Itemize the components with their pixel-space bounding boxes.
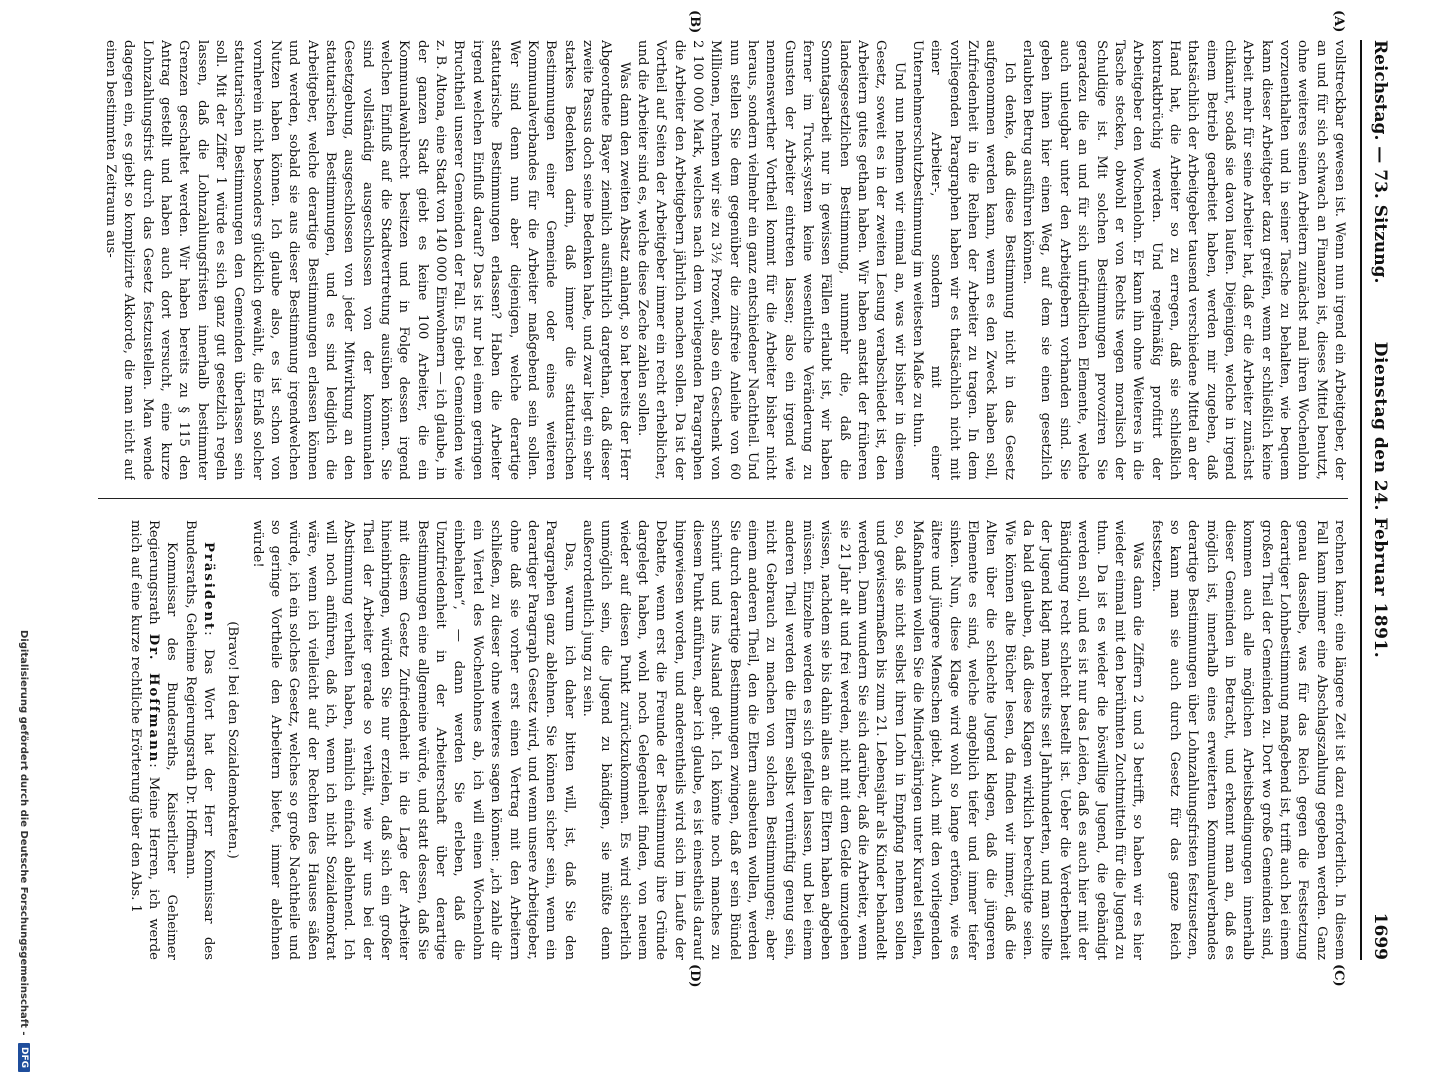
commissioner-statement [125,520,180,960]
right-paragraph: rechnen kann; eine längere Zeit ist dazu erforderlich. In diesem Fall kann immer eine Abschlagszahlung gegeben werden. Ganz genau dasselbe, was für das Reich gegen die Festsetzung derartiger Lohnbestimmung maßgebend ist, trifft auch bei einem großen Theil der Gemeinden zu. Dort wo große Gemeinden sind, kommen auch alle möglichen Arbeitsbedingungen innerhalb dieser Gemeinden in Betracht, und erkennt man an, daß es möglich ist, innerhalb eines erweiterten Kommunalverbandes derartige Bestimmungen über Lohnzahlungsfristen festzusetzen, so kann man sie auch durch Gesetz für das ganze Reich festsetzen. [1148,520,1347,960]
president-statement [180,520,217,960]
header-rule [1360,40,1362,960]
applause-note: (Bravo! bei den Sozialdemokraten.) [225,621,241,859]
margin-marker-a: (A) [1331,10,1346,33]
left-paragraph: Und nun nehmen wir einmal an, was wir bisher in diesem Gesetz, soweit es in der zweiten Lesung verabschiedet ist, den Arbeitern gutes gethan haben. Wir haben anstatt der früheren landesgesetzlichen Bestimmung, nunmehr die, daß die Sonntagsarbeit nur in gewissen Fällen erlaubt ist, wir haben ferner im Truck-system keine wesentliche Veränderung zu Gunsten der Arbeiter eintreten lassen; also ein irgend wie nennenswerther Vortheil kommt für die Arbeiter bisher nicht heraus, sondern vielmehr ein ganz entschiedener Nachtheil. Und nun stellen Sie dem gegenüber die zinsfreie Anleihe von 60 Millionen, rechnen wir sie zu 3½ Prozent, also ein Geschenk von 2 100 000 Mark, welches nach dem vorliegenden Paragraphen die Arbeiter den Arbeitgebern jährlich machen sollen. Da ist der Vortheil auf Seiten der Arbeitgeber immer ein recht erheblicher, und die Arbeiter sind es, welche diese Zeche zahlen sollen. [634,40,907,480]
header-session: Reichstag. — 73. Sitzung. [1370,40,1390,284]
right-paragraph: Was dann die Ziffern 2 und 3 betrifft, so haben wir es hier wieder einmal mit den berühmten Zuchtmitteln für die Jugend zu thun. Da ist es wieder die böswillige Jugend, die gebändigt werden soll, und es ist nur das Leiden, daß es auch hier mit der Bändigung recht schlecht bestellt ist. Ueber die Verderbenheit der Jugend klagt man bereits seit Jahrhunderten, und man sollte da bald glauben, daß diese Klagen wirklich berechtigte seien. Wie können alte Bücher lesen, da finden wir immer, daß die Alten über die schlechte Jugend klagen, daß die jüngeren Elemente es sind, welche angeblich tiefer und immer tiefer sinken. Nun, diese Klage wird wohl so lange ertönen, wie es ältere und jüngere Menschen giebt. Auch mit den vorliegenden Maßnahmen wollen Sie die Minderjährigen unter Kuratel stellen, so, daß sie nicht selbst ihren Lohn in Empfang nehmen sollen und gewissermaßen bis zum 21. Lebensjahr als Kinder behandelt werden. Dann wundern Sie sich darüber, daß die Arbeiter, wenn sie 21 Jahr alt und frei werden, nicht mit dem Gelde umzugehen wissen, nachdem sie bis dahin alles an die Eltern haben abgeben müssen. Einzelne werden es sich gefallen lassen, und bei einem anderen Theil werden die Eltern selbst vernünftig genug sein, nicht Gebrauch zu machen von solchen Bestimmungen; aber einem anderen Theil, den die Eltern ausbeuten wollen, werden Sie durch derartige Bestimmungen zwingen, daß er sein Bündel schnürt und ins Ausland geht. Ich könnte noch manches zu diesem Punkt anführen, aber ich glaube, es ist einestheils darauf hingewiesen worden, und anderentheils wird sich im Laufe der Debatte, wenn erst die Freunde der Bestimmung ihre Gründe dargelegt haben, wohl noch Gelegenheit finden, von neuem wieder auf diesen Punkt zurückzukommen. Es wird sicherlich unmöglich sein, die Jugend zu bändigen, sie müßte denn außerordentlich jung zu sein. [579,520,1146,960]
margin-marker-c: (C) [1331,964,1346,987]
margin-marker-b: (B) [687,10,702,34]
commissioner-name: Dr. Hoffmann [146,633,161,764]
left-paragraph: vollstreckbar gewesen ist. Wenn nun irgend ein Arbeitgeber, der an und für sich schwach an Finanzen ist, dieses Mittel benutzt, ohne weiteres seinen Arbeitern zunächst mal ihren Wochenlohn vorzuenthalten und in seiner Tasche zu behalten, wie bequem kann dieser Arbeitgeber dazu greifen, wenn er schließlich keine Arbeit mehr für seine Arbeiter hat, daß er die Arbeiter zunächst chikanirt, sodaß sie davon laufen. Diejenigen, welche in irgend einem Betrieb gearbeitet haben, werden mir zugeben, daß thatsächlich der Arbeitgeber tausend verschiedene Mittel an der Hand hat, die Arbeiter so zu erregen, daß sie schließlich kontraktbrüchig werden. Und regelmäßig profitirt der Arbeitgeber den Wochenlohn. Er kann ihn ohne Weiteres in die Tasche stecken, obwohl er von Rechts wegen moralisch der Schuldige ist. Mit solchen Bestimmungen provoziren Sie geradezu die an und für sich unfriedlichen Elemente, welche auch unleugbar unter den Arbeitgebern vorhanden sind. Sie geben ihnen hier einen Weg, auf dem sie einen gesetzlich erlaubten Betrug ausführen können. [1020,40,1347,480]
margin-marker-d: (D) [687,964,702,988]
page-header [1364,40,1392,960]
column-divider [98,498,1348,499]
right-paragraph: Das, warum ich daher bitten will, ist, daß Sie den Paragraphen ganz ablehnen. Sie können sicher sein, wenn ein derartiger Paragraph Gesetz wird, und wenn unsere Arbeitgeber, ohne daß sie vorher erst einen Vertrag mit den Arbeitern schließen, zu dieser ohne weiteres sagen können: „ich zahle dir ein Viertel des Wochenlohnes ab, ich will einen Wochenlohn einbehalten“, — dann werden Sie erleben, daß die Unzufriedenheit in der Arbeiterschaft über derartige Bestimmungen eine allgemeine würde, und statt dessen, daß Sie mit diesem Gesetz Zufriedenheit in die Lage der Arbeiter hineinbringen, würden Sie nur erzielen, daß sich ein großer Theil der Arbeiter gerade so verhält, wie wir uns bei der Abstimmung verhalten haben, nämlich einfach ablehnend. Ich will noch anführen, daß ich, wenn ich nicht Sozialdemokrat wäre, wenn ich vielleicht auf der Rechten des Hauses säßen würde, ich ein solches Gesetz, welches so große Nachtheile und so geringe Vortheile den Arbeitern bietet, immer ablehnen würde! [249,520,577,960]
left-paragraph: Ich denke, daß diese Bestimmung nicht in das Gesetz aufgenommen werden kann, wenn es den Zweck haben soll, Zufriedenheit in die Reihen der Arbeiter zu tragen. In dem vorliegenden Paragraphen haben wir es thatsächlich nicht mit einer Arbeiter-, sondern mit einer Unternehmerschutzbestimmung im weitesten Maße zu thun. [910,40,1017,480]
president-text: : Das Wort hat der Herr Kommissar des Bundesraths, Geheime Regierungsrath Dr. Hoffmann. [182,520,217,960]
commissioner-intro: Kommissar des Bundesraths, Kaiserlicher Geheimer Regierungsrath [146,520,180,960]
right-column [90,520,1348,960]
digitization-credit [10,630,30,1069]
left-paragraph: Was dann den zweiten Absatz anlangt, so hat bereits der Herr Abgeordnete Bayer ziemlich ausführlich dargethan, daß dieser zweite Passus doch seine Bedenken habe, und zwar liegt ein sehr starkes Bedenken darin, daß immer die statutarischen Bestimmungen einer Gemeinde oder eines weiteren Kommunalverbandes für die Arbeiter maßgebend sein sollen. Wer sind denn nun aber diejenigen, welche derartige statutarische Bestimmungen erlassen? Haben die Arbeiter irgend welchen Einfluß darauf? Das ist nur bei einem geringen Bruchtheil unserer Gemeinden der Fall. Es giebt Gemeinden wie z. B. Altona, eine Stadt von 140 000 Einwohnern — ich glaube, in der ganzen Stadt giebt es keine 100 Arbeiter, die ein Kommunalwahlrecht besitzen und in Folge dessen irgend welchen Einfluß auf die Stadtvertretung ausüben können. Sie sind vollständig ausgeschlossen von der kommunalen Gesetzgebung, ausgeschlossen von jeder Mitwirkung an den statutarischen Bestimmungen, und es sind lediglich die Arbeitgeber, welche derartige Bestimmungen erlassen können und werden, sobald sie aus dieser Bestimmung irgendwelchen Nutzen haben können. Ich glaube also, es ist schon von vornherein nicht besonders glücklich gewählt, die Erlaß solcher statutarischen Bestimmungen den Gemeinden überlassen sein soll. Mit der Ziffer 1 würde es sich ganz gut gesetzlich regeln lassen, daß die Lohnzahlungsfristen innerhalb bestimmter Grenzen geschaltet werden. Wir haben bereits zu § 115 den Antrag gestellt und haben auch dort versucht, eine kurze Lohnzahlungsfrist durch das Gesetz festzustellen. Man wende dagegen ein, es giebt so komplizirte Akkorde, die man nicht auf einen bestimmten Zeitraum aus- [102,40,632,480]
header-date: Dienstag den 24. Februar 1891. [1370,341,1390,659]
page-number: 1699 [1370,912,1390,960]
commissioner-text: : Meine Herren, ich werde mich auf eine kurze rechtliche Erörterung über den Abs. 1 [127,520,161,960]
credit-text: Digitalisierung gefördert durch die Deutsche Forschungsgemeinschaft - [18,630,29,1036]
dfg-logo: DFG [18,1043,30,1072]
left-column [90,40,1348,480]
president-name: Präsident [201,542,217,632]
